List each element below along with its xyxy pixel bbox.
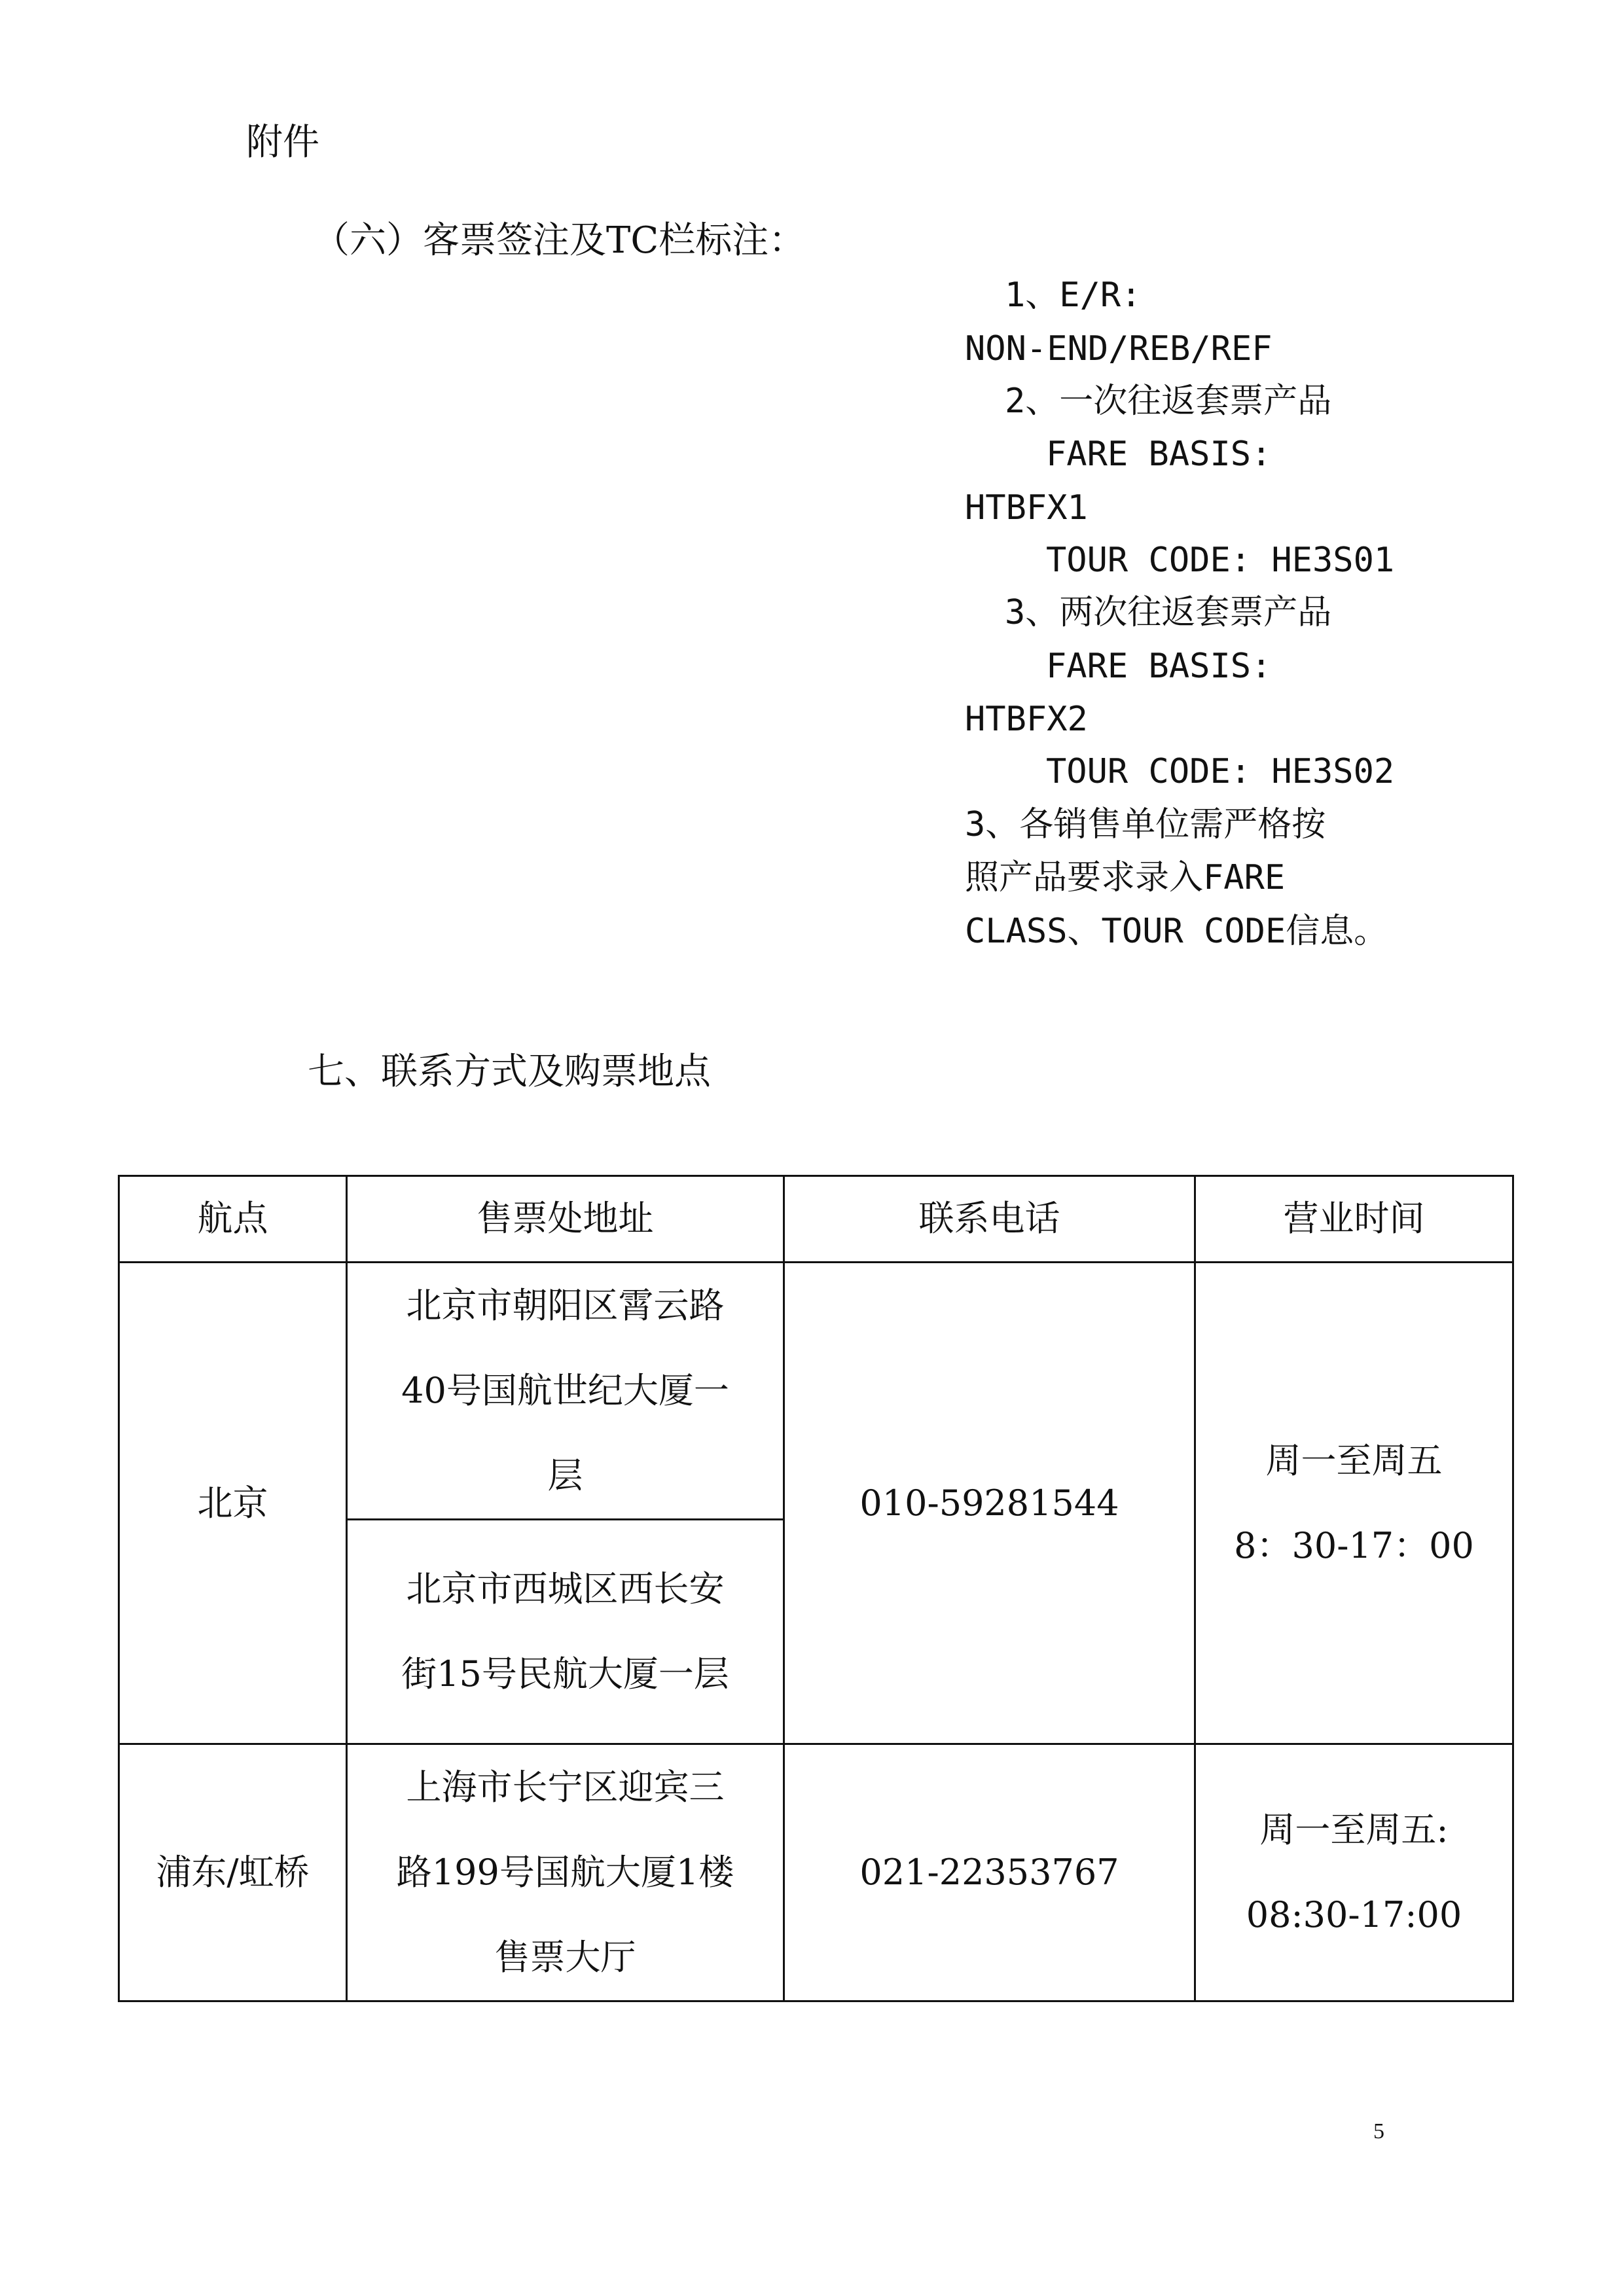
fare-basis-2-label: FARE BASIS:	[1046, 647, 1272, 686]
attachment-label: 附件	[246, 121, 319, 164]
page-number: 5	[1373, 2119, 1384, 2144]
address-line: 售票大厅	[494, 1937, 636, 1978]
address-line: 层	[547, 1455, 583, 1496]
fare-basis-1-value: HTBFX1	[965, 488, 1088, 528]
address-line: 北京市朝阳区霄云路	[406, 1285, 725, 1326]
hours-days: 周一至周五	[1265, 1439, 1443, 1481]
contacts-table	[118, 1175, 1514, 2002]
product-2-title: 3、两次往返套票产品	[1005, 593, 1332, 632]
requirement-line-1: 3、各销售单位需严格按	[965, 805, 1326, 844]
header-phone: 联系电话	[784, 1176, 1195, 1263]
address-line: 街15号民航大厦一层	[401, 1653, 729, 1695]
shanghai-phone: 021-22353767	[784, 1744, 1195, 2001]
table-header-row	[119, 1176, 1513, 1263]
table-row	[119, 1263, 1513, 1520]
address-line: 北京市西城区西长安	[406, 1568, 725, 1609]
beijing-phone: 010-59281544	[784, 1263, 1195, 1744]
hours-days: 周一至周五:	[1259, 1809, 1449, 1850]
fare-basis-2-value: HTBFX2	[965, 700, 1088, 739]
beijing-hours	[1195, 1263, 1513, 1744]
beijing-address-1	[347, 1263, 784, 1520]
tour-code-2: TOUR CODE: HE3S02	[1046, 752, 1395, 791]
tour-code-1: TOUR CODE: HE3S01	[1046, 541, 1395, 580]
beijing-address-2	[347, 1520, 784, 1744]
header-hours: 营业时间	[1195, 1176, 1513, 1263]
product-1-title: 2、一次往返套票产品	[1005, 382, 1332, 421]
table-row	[119, 1744, 1513, 2001]
address-line: 路199号国航大厦1楼	[396, 1852, 734, 1893]
hours-time: 08:30-17:00	[1246, 1894, 1462, 1935]
er-line: 1、E/R:	[1005, 276, 1142, 315]
section-7-heading: 七、联系方式及购票地点	[308, 1050, 711, 1093]
header-city: 航点	[119, 1176, 347, 1263]
address-line: 上海市长宁区迎宾三	[406, 1767, 725, 1808]
beijing-city: 北京	[119, 1263, 347, 1744]
shanghai-city: 浦东/虹桥	[119, 1744, 347, 2001]
hours-time: 8：30-17：00	[1234, 1524, 1474, 1566]
requirement-line-2: 照产品要求录入FARE	[965, 858, 1286, 897]
er-value-line: NON-END/REB/REF	[965, 329, 1272, 368]
shanghai-hours	[1195, 1744, 1513, 2001]
address-line: 40号国航世纪大厦一	[401, 1370, 729, 1411]
header-address: 售票处地址	[347, 1176, 784, 1263]
fare-basis-1-label: FARE BASIS:	[1046, 435, 1272, 474]
shanghai-address	[347, 1744, 784, 2001]
section-6-heading: （六）客票签注及TC栏标注：	[313, 219, 806, 262]
requirement-line-3: CLASS、TOUR CODE信息。	[965, 912, 1388, 951]
